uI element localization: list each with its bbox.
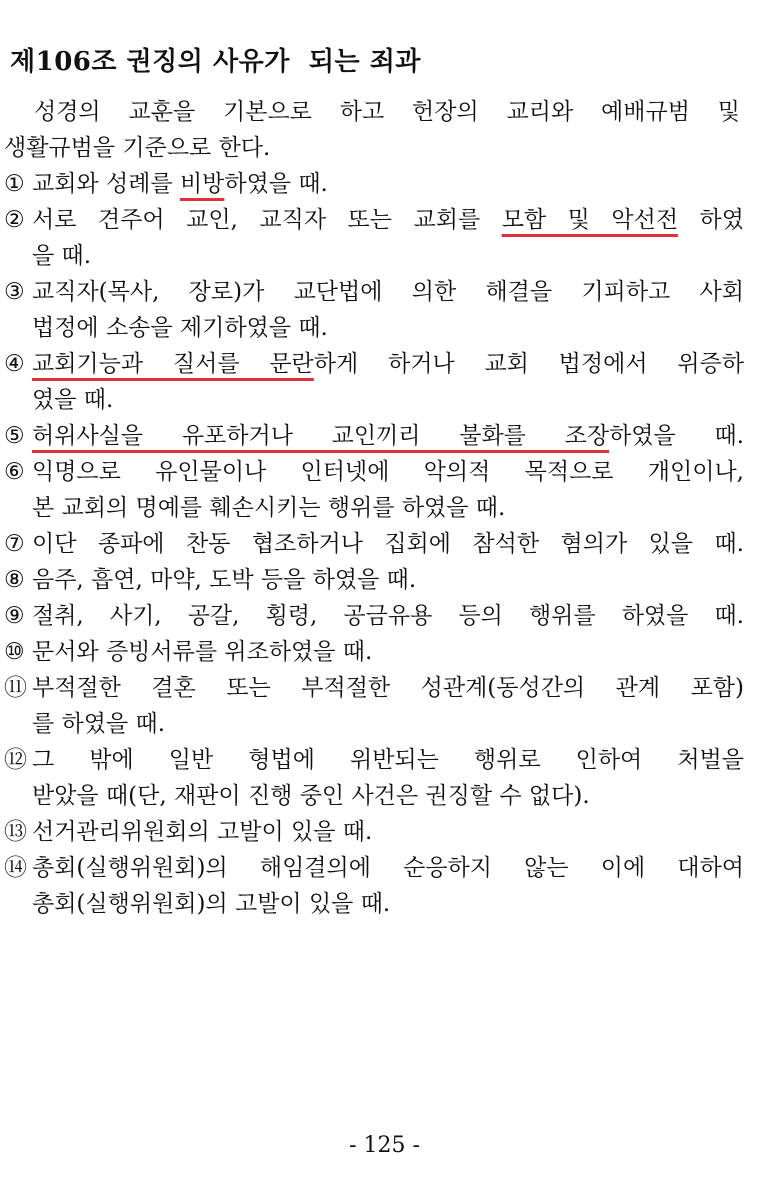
item-text: 익명으로 유인물이나 인터넷에 악의적 목적으로 개인이나,	[32, 459, 744, 485]
item-continuation: 법정에 소송을 제기하였을 때.	[32, 315, 328, 341]
item-number: ⑫	[4, 747, 27, 773]
item-continuation: 총회(실행위원회)의 고발이 있을 때.	[32, 891, 391, 917]
offense-list	[4, 166, 744, 922]
item-continuation: 였을 때.	[32, 387, 114, 413]
article-intro	[4, 94, 740, 166]
item-number: ①	[4, 171, 25, 197]
item-number: ⑭	[4, 855, 27, 881]
item-number: ⑧	[4, 567, 25, 593]
list-item	[4, 562, 744, 598]
item-text: 그 밖에 일반 형법에 위반되는 행위로 인하여 처벌을	[32, 747, 744, 773]
item-continuation: 를 하였을 때.	[32, 711, 166, 737]
item-text: 하였을 때.	[609, 423, 744, 449]
item-continuation: 을 때.	[32, 243, 92, 269]
item-text: 절취, 사기, 공갈, 횡령, 공금유용 등의 행위를 하였을 때.	[32, 603, 744, 629]
list-item	[4, 850, 744, 922]
underlined-phrase: 허위사실을 유포하거나 교인끼리 불화를 조장	[32, 423, 610, 449]
item-continuation: 본 교회의 명예를 훼손시키는 행위를 하였을 때.	[32, 495, 506, 521]
item-number: ⑬	[4, 819, 27, 845]
item-number: ⑤	[4, 423, 25, 449]
item-number: ④	[4, 351, 25, 377]
item-number: ⑪	[4, 675, 27, 701]
underlined-phrase: 교회기능과 질서를 문란	[32, 351, 314, 377]
item-text: 문서와 증빙서류를 위조하였을 때.	[32, 639, 373, 665]
item-text: 하였	[678, 207, 744, 233]
list-item	[4, 742, 744, 814]
page-number: - 125 -	[349, 1133, 420, 1158]
item-number: ②	[4, 207, 25, 233]
item-number: ⑩	[4, 639, 25, 665]
item-text: 교회와 성례를	[32, 171, 180, 197]
item-continuation: 받았을 때(단, 재판이 진행 중인 사건은 권징할 수 없다).	[32, 783, 590, 809]
item-text: 하게 하거나 교회 법정에서 위증하	[313, 351, 744, 377]
list-item	[4, 202, 744, 274]
list-item	[4, 454, 744, 526]
list-item	[4, 346, 744, 418]
underlined-phrase: 비방	[179, 171, 225, 197]
item-number: ⑦	[4, 531, 25, 557]
list-item	[4, 274, 744, 346]
underlined-phrase: 모함 및 악선전	[501, 207, 679, 233]
list-item	[4, 418, 744, 454]
item-text: 선거관리위원회의 고발이 있을 때.	[32, 819, 373, 845]
item-number: ⑨	[4, 603, 25, 629]
list-item	[4, 598, 744, 634]
item-text: 이단 종파에 찬동 협조하거나 집회에 참석한 혐의가 있을 때.	[32, 531, 744, 557]
list-item	[4, 814, 744, 850]
list-item	[4, 526, 744, 562]
item-text: 총회(실행위원회)의 해임결의에 순응하지 않는 이에 대하여	[32, 855, 744, 881]
item-text: 부적절한 결혼 또는 부적절한 성관계(동성간의 관계 포함)	[32, 675, 744, 701]
list-item	[4, 670, 744, 742]
intro-line-1: 성경의 교훈을 기본으로 하고 헌장의 교리와 예배규범 및	[34, 99, 740, 125]
item-text: 하였을 때.	[224, 171, 328, 197]
item-number: ⑥	[4, 459, 25, 485]
list-item	[4, 166, 744, 202]
article-title: 제106조 권징의 사유가 되는 죄과	[10, 47, 421, 77]
item-text: 음주, 흡연, 마약, 도박 등을 하였을 때.	[32, 567, 417, 593]
intro-line-2: 생활규범을 기준으로 한다.	[4, 135, 271, 161]
item-text: 서로 견주어 교인, 교직자 또는 교회를	[32, 207, 502, 233]
item-text: 교직자(목사, 장로)가 교단법에 의한 해결을 기피하고 사회	[32, 279, 744, 305]
list-item	[4, 634, 744, 670]
item-number: ③	[4, 279, 25, 305]
